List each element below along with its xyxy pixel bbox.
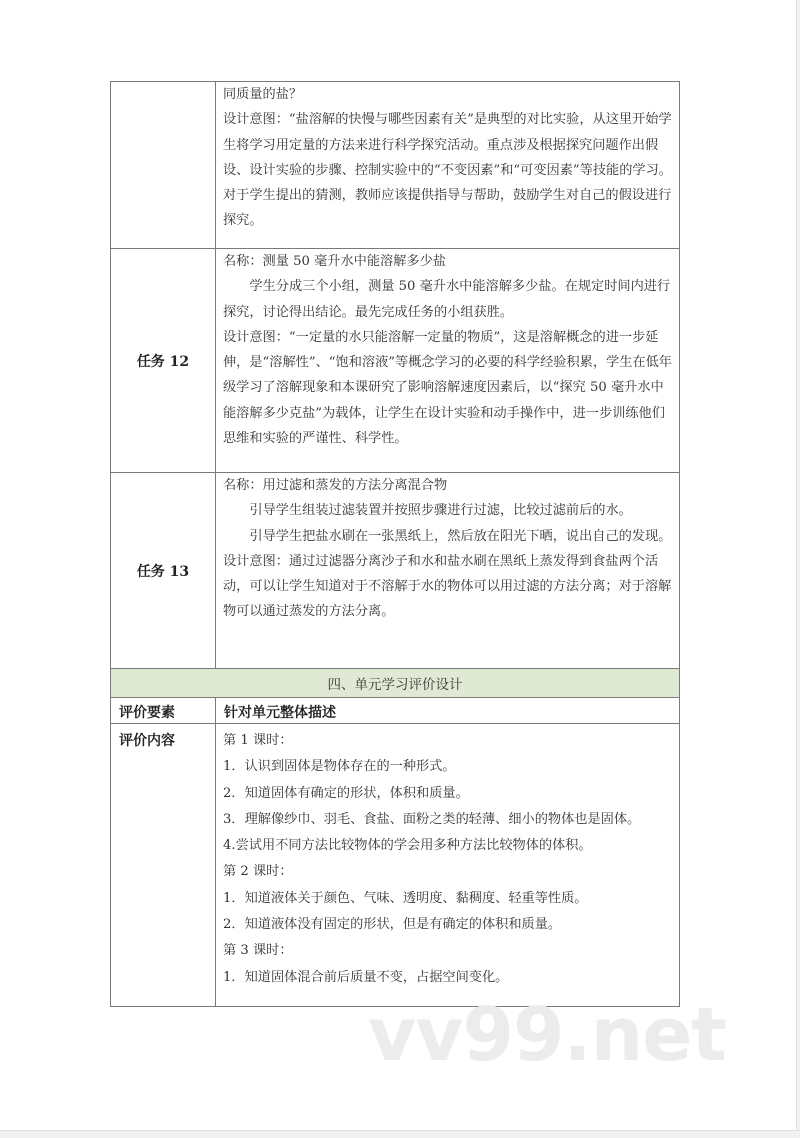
list-item: 4.尝试用不同方法比较物体的学会用多种方法比较物体的体积。 bbox=[223, 838, 592, 854]
design-intent: 设计意图：“一定量的水只能溶解一定量的物质”，这是溶解概念的进一步延伸，是“溶解性”、“饱和溶液”等概念学习的必要的科学经验积累，学生在低年级学习了溶解现象和本课研究了影响溶解速度因素后，以“探究 50 毫升水中能溶解多少克盐”为载体，让学生在设计实验和动手操作中，进一步训练他们思维和实验的严谨性、科学性。 bbox=[223, 329, 672, 447]
task-label: 任务 12 bbox=[111, 249, 216, 473]
design-intent: 设计意图：“盐溶解的快慢与哪些因素有关”是典型的对比实验，从这里开始学生将学习用定量的方法来进行科学探究活动。重点涉及根据探究问题作出假设、设计实验的步骤、控制实验中的“不变因素”和“可变因素”等技能的学习。对于学生提出的猜测，教师应该提供指导与帮助，鼓励学生对自己的假设进行探究。 bbox=[223, 112, 672, 229]
row-content bbox=[216, 473, 680, 669]
list-item: 1．知道液体关于颜色、气味、透明度、黏稠度、轻重等性质。 bbox=[223, 890, 588, 906]
list-item: 2．知道液体没有固定的形状，但是有确定的体积和质量。 bbox=[223, 917, 562, 933]
task-name: 名称：测量 50 毫升水中能溶解多少盐 bbox=[223, 254, 446, 269]
watermark: vv99.net bbox=[368, 992, 726, 1078]
list-item: 1．知道固体混合前后质量不变，占据空间变化。 bbox=[223, 969, 509, 985]
section-header-row bbox=[111, 669, 680, 698]
design-intent: 设计意图：通过过滤器分离沙子和水和盐水刷在黑纸上蒸发得到食盐两个活动，可以让学生知道对于不溶解于水的物体可以用过滤的方法分离；对于溶解物可以通过蒸发的方法分离。 bbox=[223, 553, 672, 620]
evaluation-content bbox=[216, 724, 680, 1007]
table-row-continuation bbox=[111, 82, 680, 249]
row-content bbox=[216, 82, 680, 249]
table-row-task-12 bbox=[111, 249, 680, 473]
task-name: 名称：用过滤和蒸发的方法分离混合物 bbox=[223, 478, 448, 493]
task-body: 学生分成三个小组，测量 50 毫升水中能溶解多少盐。在规定时间内进行探究，讨论得出结论。最先完成任务的小组获胜。 bbox=[223, 279, 671, 320]
evaluation-content-label: 评价内容 bbox=[111, 724, 216, 1007]
task-body: 引导学生把盐水刷在一张黑纸上，然后放在阳光下晒，说出自己的发现。 bbox=[249, 528, 672, 544]
evaluation-element-value: 针对单元整体描述 bbox=[216, 698, 680, 724]
evaluation-element-label: 评价要素 bbox=[111, 698, 216, 724]
row-content bbox=[216, 249, 680, 473]
task-label: 任务 13 bbox=[111, 473, 216, 669]
list-item: 1．认识到固体是物体存在的一种形式。 bbox=[223, 759, 456, 775]
lesson-heading: 第 3 课时： bbox=[223, 943, 293, 959]
list-item: 3．理解像纱巾、羽毛、食盐、面粉之类的轻薄、细小的物体也是固体。 bbox=[223, 811, 641, 827]
row-label bbox=[111, 82, 216, 249]
lesson-plan-table bbox=[110, 81, 680, 1007]
text-line: 同质量的盐？ bbox=[223, 87, 303, 102]
evaluation-header-row bbox=[111, 698, 680, 724]
lesson-heading: 第 2 课时： bbox=[223, 864, 293, 880]
task-body: 引导学生组装过滤装置并按照步骤进行过滤，比较过滤前后的水。 bbox=[249, 503, 632, 519]
lesson-heading: 第 1 课时： bbox=[223, 733, 293, 748]
evaluation-content-row bbox=[111, 724, 680, 1007]
table-row-task-13 bbox=[111, 473, 680, 669]
page-edge bbox=[796, 0, 800, 1137]
list-item: 2．知道固体有确定的形状，体积和质量。 bbox=[223, 785, 469, 801]
section-title: 四、单元学习评价设计 bbox=[111, 669, 680, 698]
